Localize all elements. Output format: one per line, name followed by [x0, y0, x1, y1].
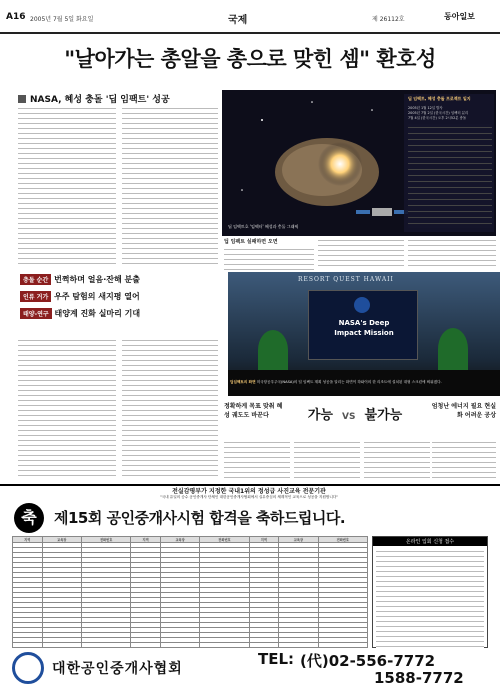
results-grid	[12, 536, 368, 648]
caption-text: 미국항공우주국(NASA)의 딥 임팩트 계획 성공을 알리는 화면이 하와이의 한 리조트에 설치된 대형 스크린에 띄워졌다.	[256, 380, 442, 384]
timeline-item: 2005년 7월 2일 (한국시간) 임팩터 분리	[408, 111, 469, 115]
congrats-mark: 축	[14, 503, 44, 533]
ad-line-1: 전실감평부가 지정한 국내1위의 정성급 사진교육 전문기관	[172, 488, 326, 495]
phone-toll-free: 1588-7772	[374, 669, 464, 687]
timeline-item: 2005년 1월 12일 발사	[408, 106, 443, 110]
phone-label: TEL:	[258, 650, 295, 668]
possible-label: 가능	[307, 408, 333, 423]
screen-line-2: Impact Mission	[334, 329, 394, 337]
kicker-tag: 태양-연구	[20, 308, 52, 319]
main-headline: "날아가는 총알을 총으로 맞힌 셈" 환호성	[64, 47, 436, 71]
subheadline: NASA, 혜성 충돌 '딥 임팩트' 성공	[18, 92, 170, 105]
article-column-3	[18, 338, 116, 478]
graphic-caption: 딥 임팩트호 '임팩터' 혜성과 충돌 그래픽	[228, 224, 299, 229]
table-header: 지역	[13, 537, 43, 543]
newspaper-logo: 동아일보	[444, 11, 475, 21]
signup-box-text	[376, 549, 484, 649]
article-column-7	[224, 440, 290, 482]
table-header: 지역	[131, 537, 161, 543]
kicker-tag: 충돌 순간	[20, 274, 51, 285]
signup-box-title: 온라인 입회 신청 접수	[373, 537, 487, 546]
section-title: 국제	[228, 15, 248, 26]
kicker-text: 태양계 진화 실마리 기대	[54, 309, 141, 318]
table-header: 교육장	[160, 537, 199, 543]
vs-label: VS	[341, 412, 356, 422]
table-cell	[200, 648, 249, 649]
table-header: 전화번호	[318, 537, 367, 543]
nasa-photo	[228, 272, 500, 396]
kicker-item	[18, 291, 218, 302]
ad-title: 제15회 공인중개사시험 합격을 축하드립니다.	[54, 509, 346, 527]
kicker-text: 우주 탐험의 새지평 열어	[54, 292, 140, 301]
impossible-label: 불가능	[364, 408, 403, 423]
table-row	[13, 648, 368, 649]
article-column-9	[364, 440, 430, 482]
sidebar-box	[224, 238, 314, 270]
article-column-1	[18, 106, 116, 268]
caption-tag: 딥임팩트의 화면	[230, 380, 256, 384]
table-cell	[42, 648, 81, 649]
table-cell	[131, 648, 161, 649]
impossible-summary: 엄청난 에너지 필요 현실화 어려운 공상	[431, 403, 496, 419]
table-cell	[279, 648, 318, 649]
kicker-item	[18, 308, 218, 319]
table-cell	[160, 648, 199, 649]
ad-line-2: "국내 유일의 승수 공인중개사 단체인 대한공인중개사협회에서 실무중심의 체계적인 교육으로 성공을 지원합니다"	[160, 495, 338, 499]
timeline-item: 7월 4일 (한국시간) 오후 2시52분 충돌	[408, 116, 467, 120]
photo-banner: RESORT QUEST HAWAII	[298, 276, 394, 283]
table-cell	[81, 648, 130, 649]
kicker-text: 번쩍하며 얼음·잔해 분출	[54, 275, 140, 284]
sidebar-text	[224, 247, 314, 271]
article-column-8	[294, 440, 360, 482]
page-header	[0, 0, 500, 34]
photo-caption	[228, 380, 500, 385]
sidebar-title: 딥 임팩트 실패하면 오면	[224, 239, 278, 245]
page-number: A16	[6, 12, 26, 22]
graphic-timeline	[408, 106, 492, 121]
palm-tree	[258, 330, 288, 370]
phone-main: (代)02-556-7772	[300, 652, 436, 670]
issue-number: 제 26112호	[372, 16, 405, 23]
article-column-5	[318, 238, 404, 270]
possible-summary: 정확하게 목표 맞춰 혜성 궤도도 바꾼다	[224, 403, 283, 419]
article-column-6	[408, 238, 496, 270]
table-cell	[318, 648, 367, 649]
article-column-2	[122, 106, 218, 268]
nasa-logo-icon	[354, 297, 370, 313]
signup-box	[372, 536, 488, 648]
impact-graphic	[222, 90, 496, 236]
graphic-title: 딥 임팩트, 혜성 충돌 프로젝트 일지	[408, 96, 471, 101]
kicker-tag: 인류 거가	[20, 291, 51, 302]
issue-date: 2005년 7월 5일 화요일	[30, 16, 94, 23]
table-header: 지역	[249, 537, 279, 543]
kicker-list	[18, 268, 218, 328]
association-name: 대한공인중개사협회	[52, 661, 183, 677]
table-header: 전화번호	[200, 537, 249, 543]
table-header: 교육장	[42, 537, 81, 543]
results-table	[12, 536, 368, 648]
article-column-4	[122, 338, 218, 478]
table-header: 전화번호	[81, 537, 130, 543]
palm-tree	[438, 328, 468, 370]
kicker-item	[18, 274, 218, 285]
vs-banner	[290, 404, 420, 440]
timeline-details	[408, 124, 492, 228]
table-header: 교육장	[279, 537, 318, 543]
photo-screen	[308, 290, 418, 360]
article-column-10	[432, 440, 496, 482]
table-cell	[249, 648, 279, 649]
association-logo-icon	[12, 652, 44, 684]
table-cell	[13, 648, 43, 649]
screen-line-1: NASA's Deep	[338, 319, 390, 327]
